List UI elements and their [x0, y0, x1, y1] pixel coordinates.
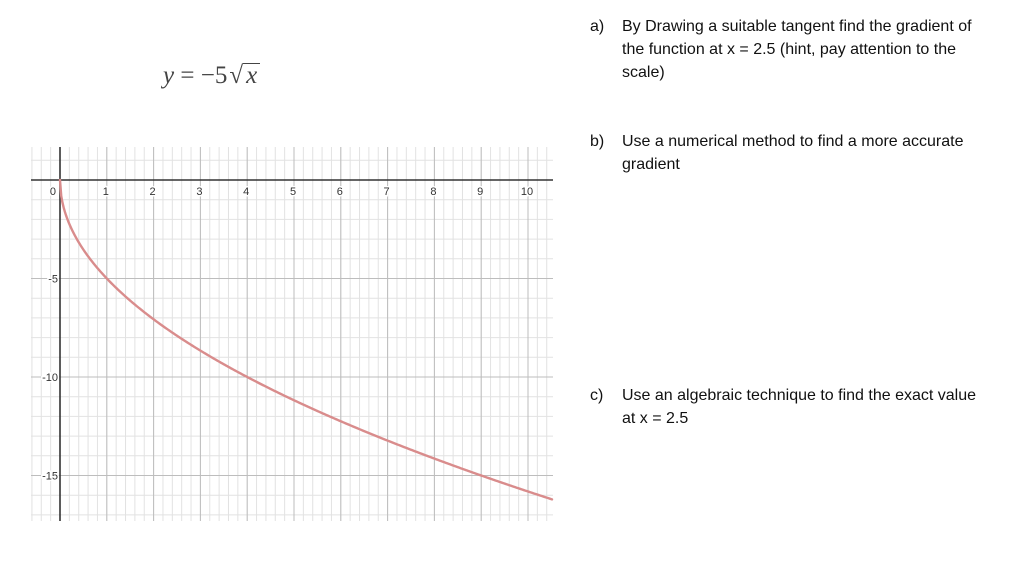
formula-lhs: y	[163, 62, 175, 89]
question-a-label: a)	[590, 18, 605, 35]
formula-equals: =	[180, 62, 195, 89]
x-tick-label: 7	[383, 186, 390, 198]
axes	[31, 147, 553, 521]
formula-radicand: x	[243, 63, 260, 88]
y-tick-label: -15	[42, 470, 58, 483]
x-tick-label: 5	[289, 186, 297, 198]
function-formula	[163, 62, 260, 90]
question-b-text: Use a numerical method to find a more accurate gradient	[622, 133, 964, 173]
question-a	[590, 15, 990, 84]
function-curve	[60, 180, 552, 499]
question-b	[590, 130, 990, 176]
formula-radical	[227, 62, 260, 90]
minor-grid	[31, 147, 553, 521]
curve-group	[60, 180, 552, 499]
question-b-label: b)	[590, 133, 605, 150]
x-tick-label: 6	[336, 186, 343, 198]
major-grid	[31, 147, 553, 521]
formula-coeff: −5	[200, 62, 228, 89]
origin-label: 0	[49, 186, 56, 198]
question-a-text: By Drawing a suitable tangent find the gradient of the function at x = 2.5 (hint, pay attention to the scale)	[622, 18, 972, 81]
question-c	[590, 384, 990, 430]
x-tick-label: 9	[477, 186, 484, 198]
x-tick-label: 2	[149, 186, 156, 198]
x-tick-label: 1	[102, 186, 109, 198]
question-c-text: Use an algebraic technique to find the exact value at x = 2.5	[622, 387, 977, 427]
y-tick-label: -10	[42, 372, 58, 384]
x-tick-label: 4	[243, 186, 250, 198]
x-tick-label: 3	[196, 186, 203, 198]
function-graph	[30, 146, 554, 522]
question-c-label: c)	[590, 387, 604, 404]
x-tick-label: 10	[520, 186, 534, 198]
y-tick-label: -5	[48, 273, 58, 286]
x-tick-label: 8	[430, 186, 437, 198]
radical-sign: √	[229, 62, 244, 89]
